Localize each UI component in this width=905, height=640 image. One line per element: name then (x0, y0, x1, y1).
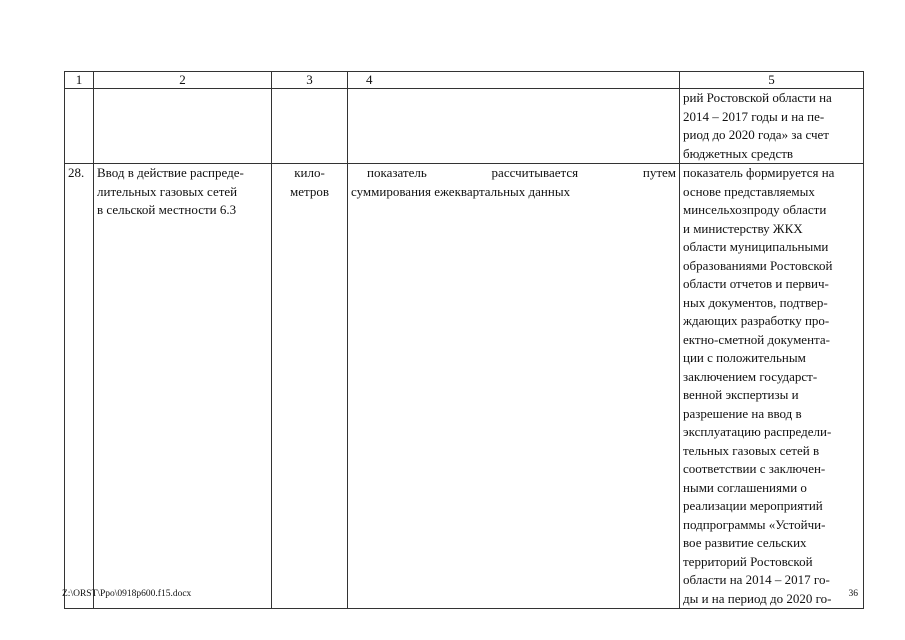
table-header-row (65, 72, 864, 89)
text-line: области на 2014 – 2017 го- (683, 572, 830, 587)
header-col-3: 3 (272, 72, 348, 89)
text-line: рий Ростовской области на (683, 90, 832, 105)
text-line: 2014 – 2017 годы и на пе- (683, 108, 825, 124)
text-line: области отчетов и первич- (683, 276, 829, 291)
indicator-name (94, 164, 272, 609)
table-row-continued (65, 89, 864, 164)
text-line: тельных газовых сетей в (683, 442, 820, 458)
header-col-5: 5 (680, 72, 864, 89)
continued-col-1 (65, 89, 94, 164)
text-line: территорий Ростовской (683, 553, 813, 569)
calculation-method (348, 164, 680, 609)
text-line: Ввод в действие распреде- (97, 165, 244, 180)
header-col-4: 4 (348, 72, 680, 89)
continued-col-2 (94, 89, 272, 164)
text-line: вое развитие сельских (683, 535, 807, 550)
continued-col-5 (680, 89, 864, 164)
method-line-2: суммирования ежеквартальных данных (351, 183, 571, 199)
text-line: бюджетных средств (683, 145, 794, 161)
unit-of-measure (272, 164, 348, 609)
text-line: ных документов, подтвер- (683, 294, 828, 310)
method-word: путем (642, 165, 676, 180)
text-line: разрешение на ввод в (683, 405, 802, 421)
method-word: показатель (367, 165, 427, 180)
header-col-1: 1 (65, 72, 94, 89)
text-line: ции с положительным (683, 350, 806, 365)
text-line: лительных газовых сетей (97, 183, 238, 199)
row-number (65, 164, 94, 609)
text-line: эксплуатацию распредели- (683, 424, 832, 439)
continued-col-3 (272, 89, 348, 164)
table-row-28 (65, 164, 864, 609)
text-line: венной экспертизы и (683, 387, 799, 402)
text-line: минсельхозпроду области (683, 202, 827, 217)
text-line: ды и на период до 2020 го- (683, 590, 832, 606)
text-line: ектно-сметной документа- (683, 331, 830, 347)
text-line: ными соглашениями о (683, 479, 807, 495)
text-line: подпрограммы «Устойчи- (683, 516, 826, 532)
text-line: риод до 2020 года» за счет (683, 127, 829, 142)
method-line-1 (351, 164, 676, 183)
text-line: показатель формируется на (683, 165, 835, 180)
text-line: и министерству ЖКХ (683, 220, 803, 236)
text-line: кило- (294, 165, 325, 180)
text-line: заключением государст- (683, 368, 818, 384)
text-line: образованиями Ростовской (683, 257, 833, 273)
row-number-text: 28. (68, 165, 85, 180)
footer-page-number: 36 (848, 589, 858, 599)
text-line: в сельской местности 6.3 (97, 202, 237, 217)
text-line: основе представляемых (683, 183, 815, 199)
indicator-table (64, 71, 864, 609)
text-line: метров (290, 183, 329, 199)
text-line: реализации мероприятий (683, 498, 823, 513)
text-line: соответствии с заключен- (683, 461, 826, 476)
header-col-2: 2 (94, 72, 272, 89)
data-source (680, 164, 864, 609)
method-word: рассчитывается (491, 165, 579, 180)
text-line: области муниципальными (683, 239, 829, 254)
text-line: ждающих разработку про- (683, 313, 830, 328)
continued-col-4 (348, 89, 680, 164)
footer-file-path: Z:\ORST\Ppo\0918p600.f15.docx (62, 589, 192, 599)
